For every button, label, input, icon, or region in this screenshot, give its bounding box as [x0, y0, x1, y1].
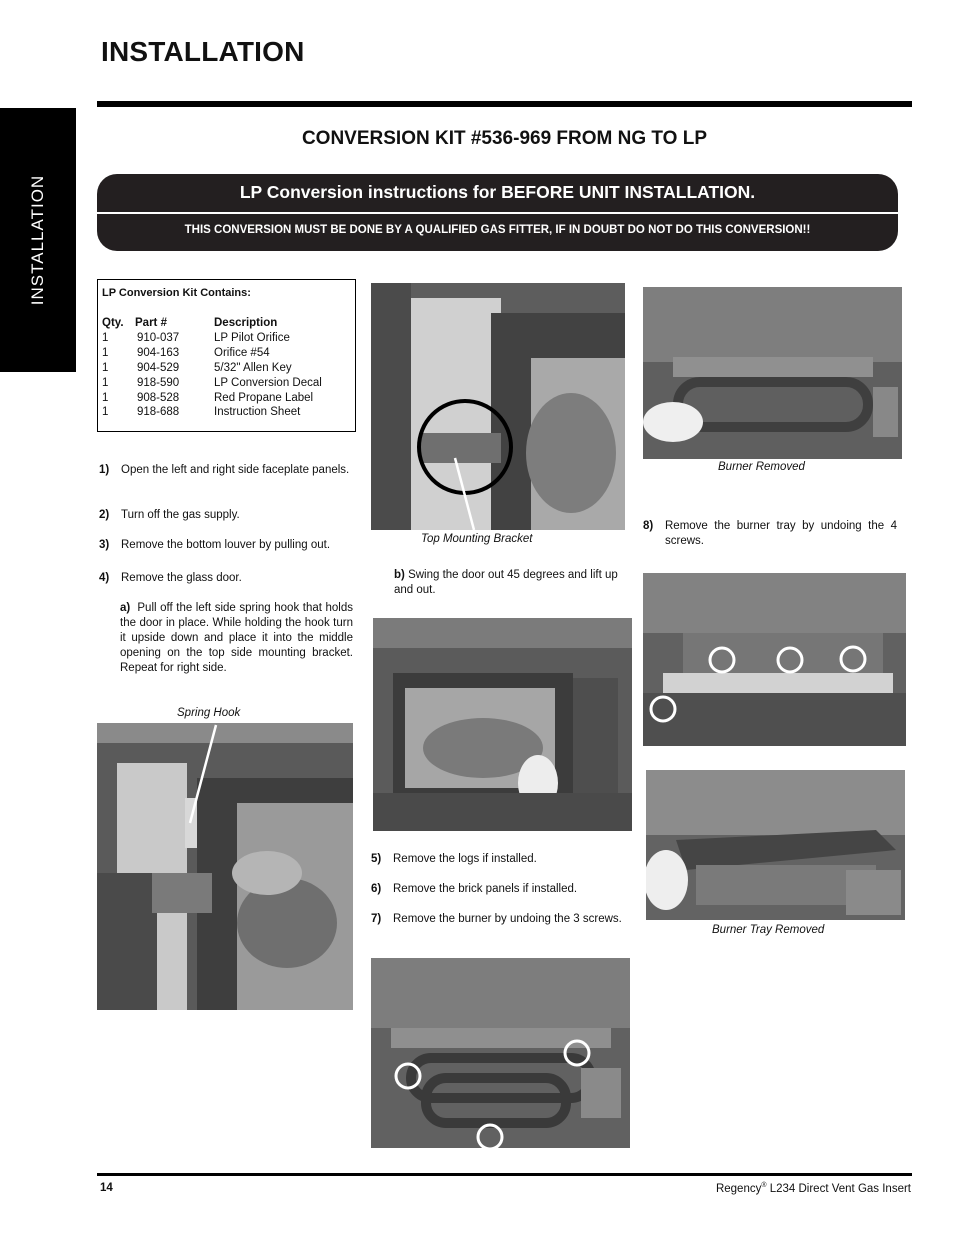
step-4a — [120, 601, 353, 676]
kit-row-description: Orifice #54 — [214, 347, 270, 359]
step-7 — [371, 912, 627, 944]
kit-header-description: Description — [214, 317, 278, 329]
kit-row-description: Instruction Sheet — [214, 406, 301, 418]
footer-brand: Regency — [715, 1182, 762, 1195]
photo-burner-removed — [643, 287, 902, 459]
step-4b — [394, 568, 632, 598]
kit-row-qty: 1 — [102, 377, 109, 389]
step-text: Remove the burner by undoing the 3 screws. — [393, 913, 622, 925]
footer-product — [716, 1182, 911, 1195]
step-number: 2) — [99, 509, 110, 521]
kit-row-part: 910-037 — [137, 332, 180, 344]
caption-spring-hook: Spring Hook — [177, 707, 241, 719]
caption-burner-tray-removed: Burner Tray Removed — [712, 924, 825, 936]
step-6 — [371, 882, 627, 898]
step-number: 6) — [371, 883, 382, 895]
banner-warning: THIS CONVERSION MUST BE DONE BY A QUALIFIED GAS FITTER, IF IN DOUBT DO NOT DO THIS CONVERSION!! — [184, 224, 811, 236]
step-number: 4) — [99, 572, 110, 584]
kit-row-part: 918-688 — [137, 406, 180, 418]
side-tab-label: INSTALLATION — [28, 174, 47, 306]
step-sub-number: b) — [394, 569, 405, 581]
step-text: Remove the brick panels if installed. — [393, 883, 578, 895]
photo-spring-hook — [97, 723, 353, 1010]
photo-burner-screws — [371, 958, 630, 1148]
caption-burner-removed: Burner Removed — [718, 461, 805, 473]
kit-row-description: Red Propane Label — [214, 392, 314, 404]
kit-row-part: 918-590 — [137, 377, 180, 389]
step-2 — [99, 508, 353, 524]
banner-divider — [97, 212, 898, 214]
step-5 — [371, 852, 627, 868]
conversion-kit-title: CONVERSION KIT #536-969 FROM NG TO LP — [301, 128, 708, 149]
step-text: Turn off the gas supply. — [121, 509, 240, 521]
kit-row-qty: 1 — [102, 362, 109, 374]
kit-row-description: LP Conversion Decal — [214, 377, 322, 389]
step-sub-number: a) — [120, 602, 131, 614]
step-text: Pull off the left side spring hook that holds the door in place. While holding the hook turn it upside down and place it into the middle opening on the top side mounting bracket. Repeat for right side. — [120, 602, 354, 674]
photo-burner-tray-removed — [646, 770, 905, 920]
kit-contents-title: LP Conversion Kit Contains: — [102, 287, 251, 299]
step-number: 5) — [371, 853, 382, 865]
instruction-banner — [97, 174, 898, 251]
step-3 — [99, 538, 353, 554]
footer-rule — [97, 1173, 912, 1176]
footer-product-name: L234 Direct Vent Gas Insert — [769, 1182, 911, 1195]
step-text: Remove the burner tray by undoing the 4 screws. — [665, 520, 897, 547]
step-4 — [99, 571, 353, 587]
kit-row-qty: 1 — [102, 406, 109, 418]
page-number: 14 — [100, 1182, 113, 1194]
kit-header-part: Part # — [135, 317, 167, 329]
kit-contents-box — [97, 279, 356, 432]
kit-row-qty: 1 — [102, 392, 109, 404]
photo-burner-tray-screws — [643, 573, 906, 746]
kit-row-part: 904-163 — [137, 347, 180, 359]
kit-row-qty: 1 — [102, 347, 109, 359]
step-1 — [99, 463, 353, 495]
step-text: Remove the logs if installed. — [393, 853, 537, 865]
step-number: 8) — [643, 520, 654, 532]
registered-mark: ® — [761, 1182, 767, 1189]
step-number: 3) — [99, 539, 110, 551]
kit-row-qty: 1 — [102, 332, 109, 344]
step-text: Remove the glass door. — [121, 572, 242, 584]
step-text: Swing the door out 45 degrees and lift up and out. — [394, 569, 618, 596]
step-number: 7) — [371, 913, 382, 925]
kit-header-qty: Qty. — [102, 317, 124, 329]
kit-row-part: 904-529 — [137, 362, 180, 374]
photo-glass-door-removal — [373, 618, 632, 831]
kit-row-description: 5/32" Allen Key — [214, 362, 292, 374]
caption-top-mounting-bracket: Top Mounting Bracket — [421, 533, 533, 545]
step-8 — [643, 519, 897, 551]
page-title: INSTALLATION — [101, 36, 305, 67]
title-rule — [97, 101, 912, 107]
kit-row-part: 908-528 — [137, 392, 180, 404]
photo-top-mounting-bracket — [371, 283, 625, 530]
step-text: Open the left and right side faceplate panels. — [121, 464, 350, 476]
side-tab — [0, 108, 76, 372]
banner-heading: LP Conversion instructions for BEFORE UNIT INSTALLATION. — [239, 182, 756, 202]
step-number: 1) — [99, 464, 110, 476]
kit-row-description: LP Pilot Orifice — [214, 332, 290, 344]
step-text: Remove the bottom louver by pulling out. — [121, 539, 331, 551]
